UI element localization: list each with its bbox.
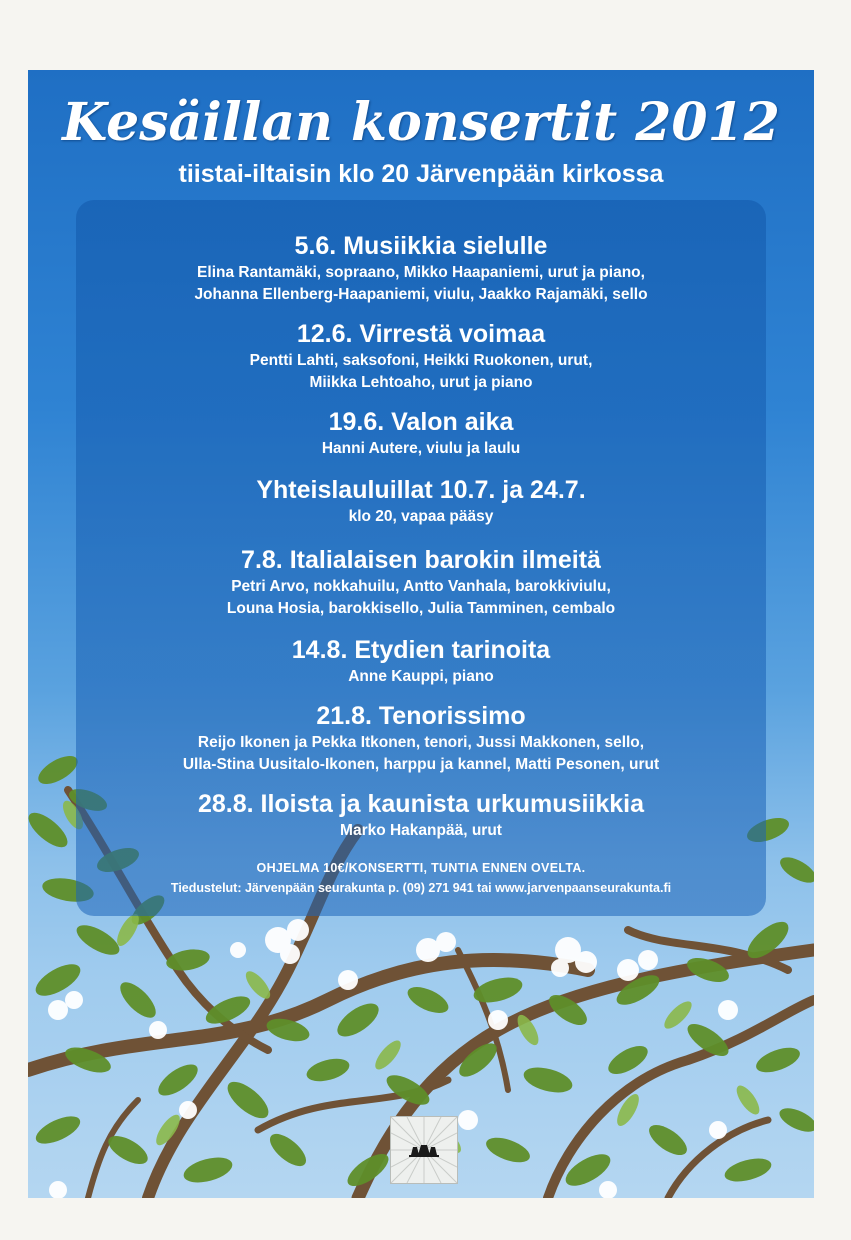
event-performers: klo 20, vapaa pääsy [348, 508, 494, 525]
event-block [28, 474, 814, 528]
event-title: 7.8. Italialaisen barokin ilmeitä [241, 546, 601, 574]
event-title: 19.6. Valon aika [328, 408, 514, 436]
event-block [28, 634, 814, 688]
event-performers: Ulla-Stina Uusitalo-Ikonen, harppu ja kannel, Matti Pesonen, urut [182, 756, 660, 773]
event-block [28, 788, 814, 842]
event-performers: Pentti Lahti, saksofoni, Heikki Ruokonen, urut, [249, 352, 593, 369]
event-performers: Louna Hosia, barokkisello, Julia Tamminen, cembalo [226, 600, 616, 617]
event-performers: Reijo Ikonen ja Pekka Itkonen, tenori, Jussi Makkonen, sello, [197, 734, 645, 751]
event-block [28, 700, 814, 776]
event-title: 12.6. Virrestä voimaa [296, 320, 546, 348]
event-title: 5.6. Musiikkia sielulle [294, 232, 548, 260]
event-title: 28.8. Iloista ja kaunista urkumusiikkia [197, 790, 645, 818]
event-block [28, 544, 814, 620]
event-block [28, 318, 814, 394]
church-logo-icon [390, 1116, 458, 1184]
concert-poster [28, 70, 814, 1198]
event-title: 21.8. Tenorissimo [316, 702, 526, 730]
event-block [28, 230, 814, 306]
poster-footer [28, 858, 814, 898]
event-title: 14.8. Etydien tarinoita [291, 636, 551, 664]
event-title: Yhteislauluillat 10.7. ja 24.7. [256, 476, 586, 504]
event-performers: Marko Hakanpää, urut [340, 822, 502, 839]
poster-title: Kesäillan konsertit 2012 [62, 92, 780, 153]
event-performers: Miikka Lehtoaho, urut ja piano [309, 374, 533, 391]
ticket-info: OHJELMA 10€/KONSERTTI, TUNTIA ENNEN OVELTA. [256, 861, 586, 875]
event-performers: Hanni Autere, viulu ja laulu [321, 440, 521, 457]
event-performers: Johanna Ellenberg-Haapaniemi, viulu, Jaakko Rajamäki, sello [194, 286, 648, 303]
poster-subtitle: tiistai-iltaisin klo 20 Järvenpään kirkossa [178, 160, 664, 188]
event-performers: Elina Rantamäki, sopraano, Mikko Haapaniemi, urut ja piano, [197, 264, 645, 281]
event-block [28, 406, 814, 460]
event-performers: Anne Kauppi, piano [348, 668, 494, 685]
contact-info: Tiedustelut: Järvenpään seurakunta p. (09) 271 941 tai www.jarvenpaanseurakunta.fi [170, 881, 672, 895]
event-performers: Petri Arvo, nokkahuilu, Antto Vanhala, barokkiviulu, [231, 578, 611, 595]
